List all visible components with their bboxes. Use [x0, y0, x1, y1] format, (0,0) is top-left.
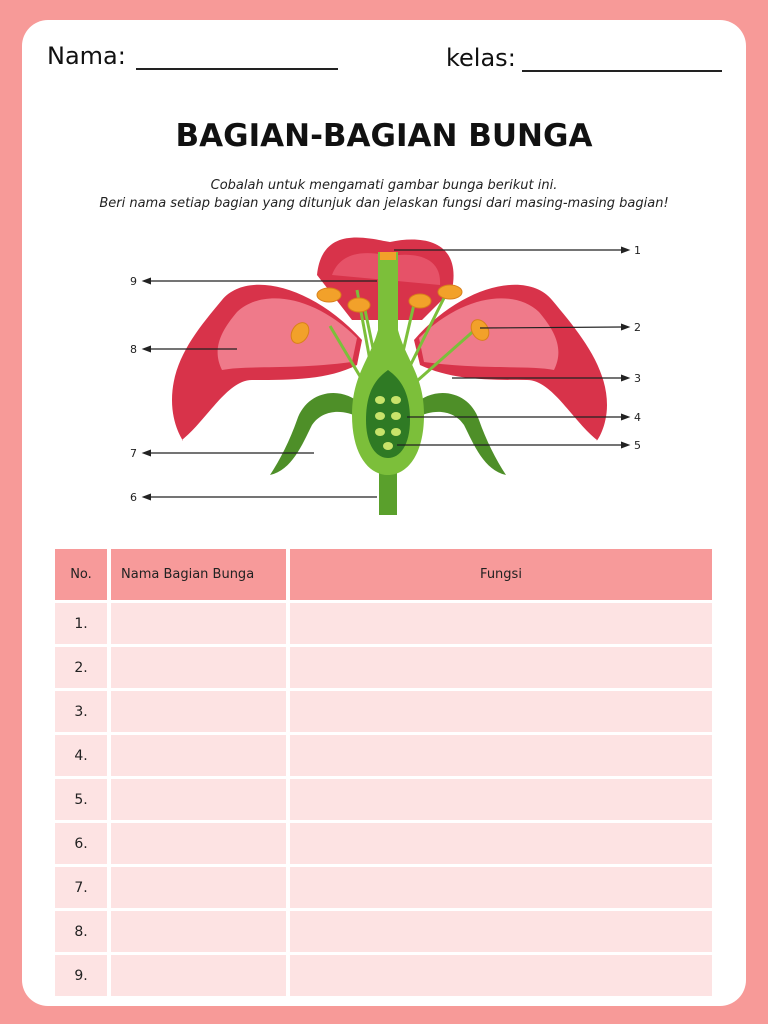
- function-cell[interactable]: [290, 911, 712, 952]
- part-name-cell[interactable]: [111, 691, 286, 732]
- instruction-line-1: Cobalah untuk mengamati gambar bunga berikut ini.: [210, 178, 558, 193]
- part-name-cell[interactable]: [111, 867, 286, 908]
- part-name-cell[interactable]: [111, 603, 286, 644]
- table-row: [55, 823, 712, 864]
- table-row: [55, 779, 712, 820]
- label-8: 8: [130, 343, 137, 356]
- label-5: 5: [634, 439, 641, 452]
- label-9: 9: [130, 275, 137, 288]
- header-function: Fungsi: [290, 549, 712, 600]
- label-4: 4: [634, 411, 641, 424]
- table-row: [55, 955, 712, 996]
- name-label: Nama:: [47, 42, 126, 70]
- row-number: 7.: [55, 867, 107, 908]
- row-number: 9.: [55, 955, 107, 996]
- part-name-cell[interactable]: [111, 911, 286, 952]
- part-name-cell[interactable]: [111, 647, 286, 688]
- table-row: [55, 867, 712, 908]
- part-name-cell[interactable]: [111, 955, 286, 996]
- part-name-cell[interactable]: [111, 735, 286, 776]
- label-6: 6: [130, 491, 137, 504]
- row-number: 8.: [55, 911, 107, 952]
- table-row: [55, 735, 712, 776]
- row-number: 6.: [55, 823, 107, 864]
- flower-diagram: [22, 20, 746, 520]
- label-7: 7: [130, 447, 137, 460]
- function-cell[interactable]: [290, 603, 712, 644]
- table-header-row: [55, 549, 712, 600]
- worksheet-sheet: [22, 20, 746, 1006]
- right-sepal: [414, 393, 506, 475]
- function-cell[interactable]: [290, 867, 712, 908]
- function-cell[interactable]: [290, 647, 712, 688]
- page-title: BAGIAN-BAGIAN BUNGA: [175, 118, 593, 154]
- class-label: kelas:: [446, 44, 516, 72]
- function-cell[interactable]: [290, 779, 712, 820]
- part-name-cell[interactable]: [111, 779, 286, 820]
- row-number: 2.: [55, 647, 107, 688]
- label-3: 3: [634, 372, 641, 385]
- label-2: 2: [634, 321, 641, 334]
- header-no: No.: [55, 549, 107, 600]
- row-number: 5.: [55, 779, 107, 820]
- table-row: [55, 603, 712, 644]
- function-cell[interactable]: [290, 735, 712, 776]
- function-cell[interactable]: [290, 955, 712, 996]
- table-row: [55, 911, 712, 952]
- function-cell[interactable]: [290, 691, 712, 732]
- answer-table: [51, 546, 716, 999]
- label-1: 1: [634, 244, 641, 257]
- table-row: [55, 691, 712, 732]
- instruction-line-2: Beri nama setiap bagian yang ditunjuk dan jelaskan fungsi dari masing-masing bagian!: [99, 196, 669, 211]
- part-name-cell[interactable]: [111, 823, 286, 864]
- left-sepal: [270, 393, 362, 475]
- row-number: 3.: [55, 691, 107, 732]
- header-part-name: Nama Bagian Bunga: [111, 549, 286, 600]
- function-cell[interactable]: [290, 823, 712, 864]
- row-number: 4.: [55, 735, 107, 776]
- row-number: 1.: [55, 603, 107, 644]
- table-row: [55, 647, 712, 688]
